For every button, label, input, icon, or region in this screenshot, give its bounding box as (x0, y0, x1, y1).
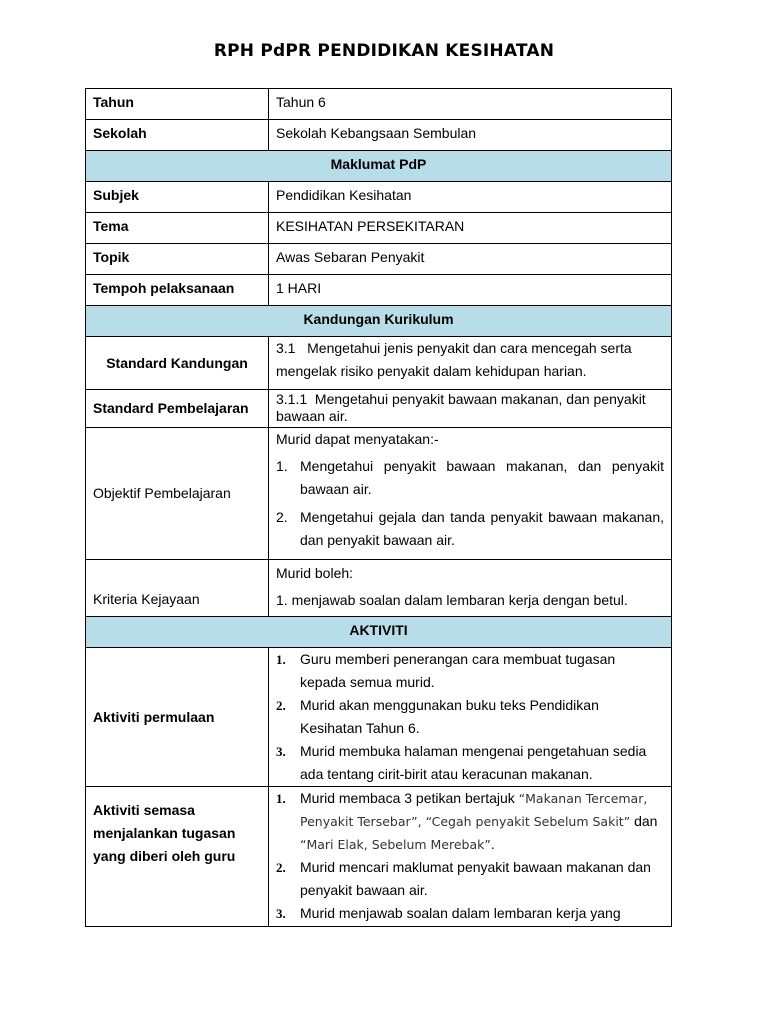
header-aktiviti: AKTIVITI (86, 617, 672, 648)
section-header-kandungan (86, 306, 672, 337)
list-item (276, 787, 664, 856)
row-kriteria (86, 560, 672, 617)
section-header-aktiviti (86, 617, 672, 648)
semasa-list (276, 787, 664, 925)
value-objektif (269, 428, 672, 560)
list-text: dan (630, 813, 658, 829)
label-subjek: Subjek (86, 182, 269, 213)
value-tempoh: 1 HARI (269, 275, 672, 306)
list-item (276, 648, 664, 694)
list-number: 2. (276, 860, 286, 875)
label-aktiviti-permulaan: Aktiviti permulaan (86, 648, 269, 787)
list-text: Murid membaca 3 petikan bertajuk (300, 790, 519, 806)
permulaan-list (276, 648, 664, 786)
value-sekolah: Sekolah Kebangsaan Sembulan (269, 120, 672, 151)
row-aktiviti-semasa (86, 787, 672, 927)
section-header-maklumat (86, 151, 672, 182)
list-number: 1. (276, 458, 288, 474)
header-maklumat-pdp: Maklumat PdP (86, 151, 672, 182)
label-standard-pembelajaran: Standard Pembelajaran (86, 390, 269, 428)
kriteria-intro: Murid boleh: (276, 565, 354, 581)
list-number: 3. (276, 744, 286, 759)
list-number: 2. (276, 509, 288, 525)
list-text: Mengetahui penyakit bawaan makanan, dan penyakit bawaan air. (300, 458, 664, 497)
row-standard-kandungan (86, 337, 672, 390)
list-text: Murid membuka halaman mengenai pengetahuan sedia ada tentang cirit-birit atau keracunan makanan. (300, 743, 647, 782)
label-tema: Tema (86, 213, 269, 244)
quoted-title: “Mari Elak, Sebelum Merebak” (300, 837, 491, 852)
row-topik (86, 244, 672, 275)
list-item (276, 740, 664, 786)
label-topik: Topik (86, 244, 269, 275)
label-objektif: Objektif Pembelajaran (86, 428, 269, 560)
value-standard-kandungan: 3.1 Mengetahui jenis penyakit dan cara mencegah serta mengelak risiko penyakit dalam kehidupan harian. (269, 337, 672, 390)
list-text: Murid akan menggunakan buku teks Pendidikan Kesihatan Tahun 6. (300, 697, 599, 736)
row-sekolah (86, 120, 672, 151)
list-text: Murid mencari maklumat penyakit bawaan makanan dan penyakit bawaan air. (300, 859, 651, 898)
list-item (276, 902, 664, 925)
list-text: Mengetahui gejala dan tanda penyakit bawaan makanan, dan penyakit bawaan air. (300, 509, 664, 548)
quoted-titles: “Makanan Tercemar, Penyakit Tersebar”, “Cegah penyakit Sebelum Sakit” (300, 791, 648, 829)
list-number: 3. (276, 906, 286, 921)
lesson-plan-table (85, 88, 672, 927)
list-text: Guru memberi penerangan cara membuat tugasan kepada semua murid. (300, 651, 616, 690)
label-aktiviti-semasa: Aktiviti semasa menjalankan tugasan yang diberi oleh guru (86, 787, 269, 927)
row-objektif (86, 428, 672, 560)
row-subjek (86, 182, 672, 213)
row-tempoh (86, 275, 672, 306)
list-number: 1. (276, 791, 286, 806)
row-standard-pembelajaran (86, 390, 672, 428)
list-item (276, 694, 664, 740)
row-tahun (86, 89, 672, 120)
header-kandungan-kurikulum: Kandungan Kurikulum (86, 306, 672, 337)
page-title: RPH PdPR PENDIDIKAN KESIHATAN (213, 41, 555, 61)
list-text: Murid menjawab soalan dalam lembaran kerja yang (300, 905, 621, 921)
list-item (276, 455, 664, 501)
value-aktiviti-permulaan (269, 648, 672, 787)
kriteria-item: 1. menjawab soalan dalam lembaran kerja dengan betul. (276, 592, 628, 608)
list-item (276, 856, 664, 902)
objektif-intro: Murid dapat menyatakan:- (276, 431, 439, 447)
label-tempoh: Tempoh pelaksanaan (86, 275, 269, 306)
list-number: 1. (276, 652, 286, 667)
list-item (276, 506, 664, 552)
label-sekolah: Sekolah (86, 120, 269, 151)
list-text: . (490, 836, 495, 852)
label-standard-kandungan: Standard Kandungan (86, 337, 269, 390)
value-standard-pembelajaran: 3.1.1 Mengetahui penyakit bawaan makanan, dan penyakit bawaan air. (269, 390, 672, 428)
label-kriteria: Kriteria Kejayaan (86, 560, 269, 617)
objektif-list (276, 455, 664, 552)
value-topik: Awas Sebaran Penyakit (269, 244, 672, 275)
value-kriteria (269, 560, 672, 617)
list-number: 2. (276, 698, 286, 713)
value-tema: KESIHATAN PERSEKITARAN (269, 213, 672, 244)
value-subjek: Pendidikan Kesihatan (269, 182, 672, 213)
row-tema (86, 213, 672, 244)
label-tahun: Tahun (86, 89, 269, 120)
row-aktiviti-permulaan (86, 648, 672, 787)
value-tahun: Tahun 6 (269, 89, 672, 120)
value-aktiviti-semasa (269, 787, 672, 927)
